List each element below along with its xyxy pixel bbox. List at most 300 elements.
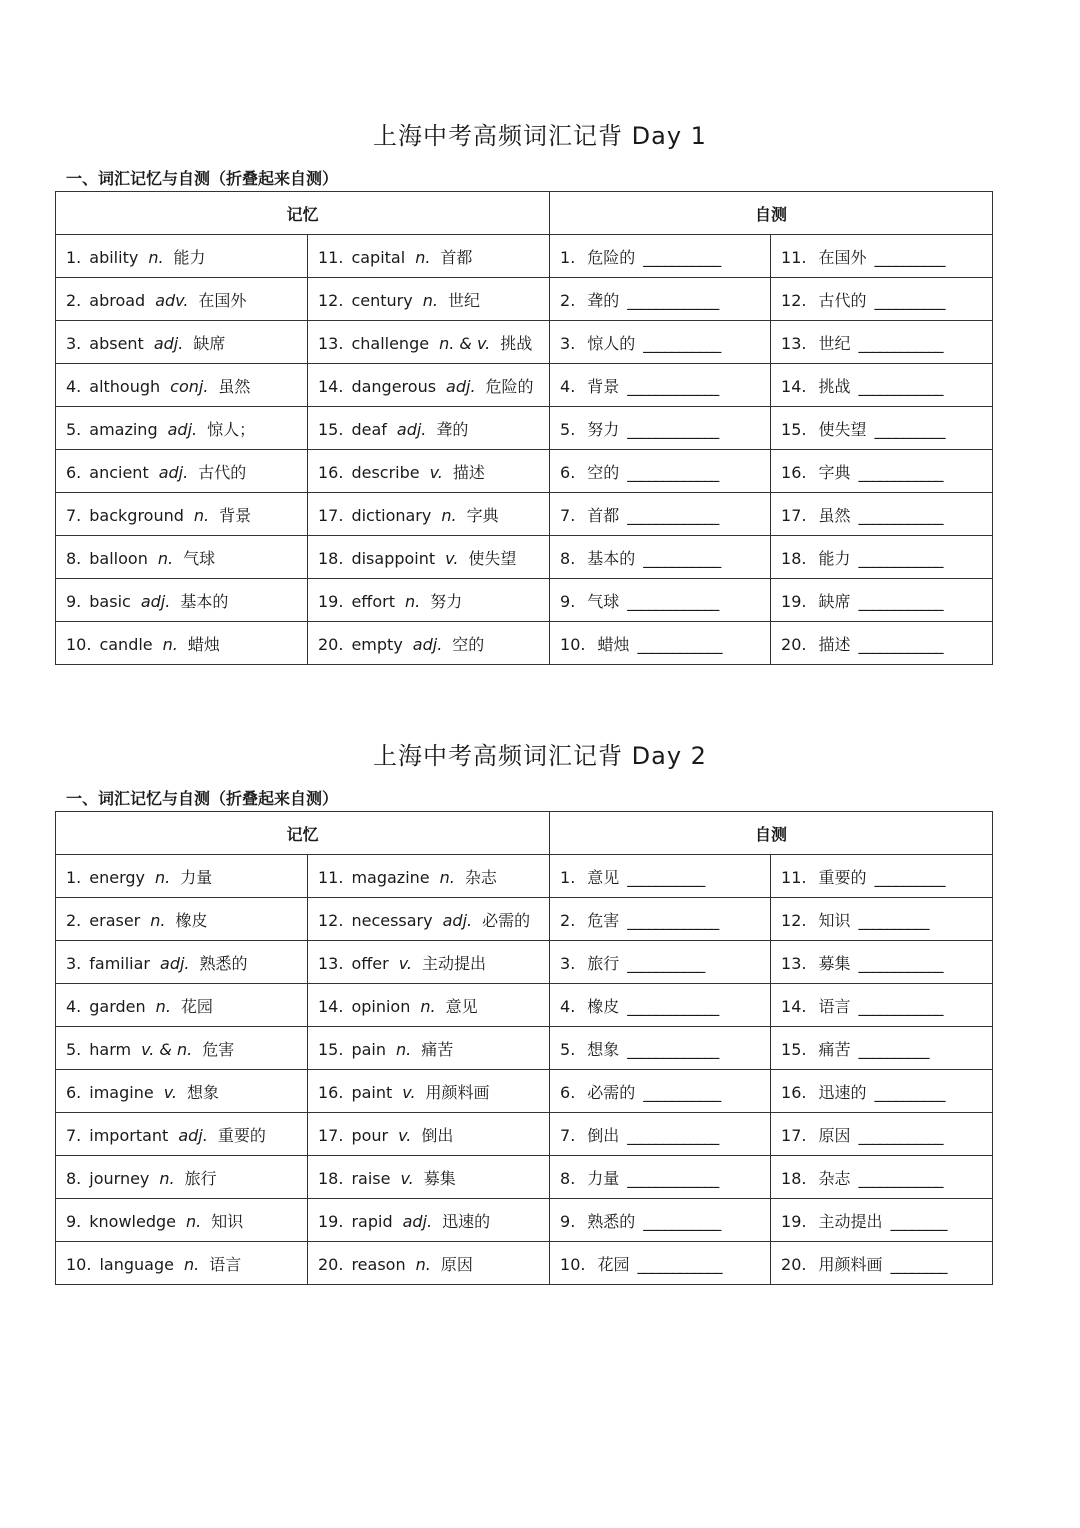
chinese-prompt: 描述 — [818, 634, 851, 654]
part-of-speech: adv. — [155, 290, 189, 310]
table-row — [56, 898, 993, 941]
part-of-speech: n. — [155, 867, 171, 887]
chinese-meaning: 杂志 — [464, 867, 497, 887]
part-of-speech: n. — [162, 634, 178, 654]
english-word: journey — [89, 1168, 150, 1188]
self-test-entry — [550, 579, 771, 622]
self-test-entry — [771, 536, 993, 579]
self-test-entry — [771, 984, 993, 1027]
chinese-prompt: 蜡烛 — [597, 634, 630, 654]
table-row — [56, 941, 993, 984]
vocab-entry — [308, 1156, 550, 1199]
part-of-speech: v. — [402, 1082, 416, 1102]
vocab-entry — [308, 941, 550, 984]
chinese-meaning: 熟悉的 — [199, 953, 248, 973]
self-test-entry — [550, 941, 771, 984]
english-word: energy — [89, 867, 146, 887]
chinese-prompt: 原因 — [818, 1125, 851, 1145]
vocab-table — [55, 191, 993, 665]
entry-number: 12. — [318, 910, 344, 930]
part-of-speech: n. — [148, 247, 164, 267]
chinese-prompt: 虽然 — [818, 505, 851, 525]
entry-number: 17. — [318, 505, 344, 525]
table-row — [56, 1242, 993, 1285]
self-test-entry — [550, 855, 771, 898]
chinese-meaning: 危险的 — [485, 376, 534, 396]
answer-blank: ____________ — [637, 634, 722, 654]
self-test-entry — [771, 364, 993, 407]
entry-number: 13. — [318, 953, 344, 973]
self-test-entry — [550, 1156, 771, 1199]
chinese-meaning: 倒出 — [421, 1125, 454, 1145]
entry-number: 2. — [66, 910, 82, 930]
english-word: balloon — [89, 548, 148, 568]
part-of-speech: adj. — [167, 419, 198, 439]
self-test-entry — [771, 622, 993, 665]
english-word: magazine — [351, 867, 430, 887]
vocab-entry — [56, 407, 308, 450]
english-word: familiar — [89, 953, 151, 973]
self-test-entry — [550, 536, 771, 579]
chinese-prompt: 空的 — [587, 462, 620, 482]
entry-number: 1. — [66, 867, 82, 887]
chinese-meaning: 想象 — [186, 1082, 219, 1102]
entry-number: 6. — [66, 462, 82, 482]
self-test-entry — [771, 493, 993, 536]
entry-number: 12. — [781, 290, 807, 310]
chinese-meaning: 世纪 — [447, 290, 480, 310]
chinese-prompt: 迅速的 — [818, 1082, 867, 1102]
english-word: background — [89, 505, 184, 525]
self-test-entry — [771, 1156, 993, 1199]
chinese-prompt: 能力 — [818, 548, 851, 568]
answer-blank: __________ — [874, 1082, 945, 1102]
vocab-entry — [56, 855, 308, 898]
self-test-entry — [771, 1070, 993, 1113]
part-of-speech: v. — [429, 462, 443, 482]
chinese-meaning: 缺席 — [193, 333, 226, 353]
answer-blank: _____________ — [627, 1125, 719, 1145]
entry-number: 2. — [66, 290, 82, 310]
entry-number: 7. — [560, 1125, 576, 1145]
vocab-entry — [308, 579, 550, 622]
chinese-prompt: 气球 — [587, 591, 620, 611]
english-word: reason — [351, 1254, 406, 1274]
entry-number: 10. — [560, 1254, 586, 1274]
chinese-meaning: 挑战 — [500, 333, 533, 353]
entry-number: 7. — [66, 505, 82, 525]
chinese-prompt: 背景 — [587, 376, 620, 396]
english-word: necessary — [351, 910, 433, 930]
table-row — [56, 855, 993, 898]
table-row — [56, 278, 993, 321]
english-word: century — [351, 290, 413, 310]
entry-number: 1. — [66, 247, 82, 267]
english-word: ability — [89, 247, 139, 267]
chinese-meaning: 痛苦 — [421, 1039, 454, 1059]
chinese-meaning: 语言 — [209, 1254, 242, 1274]
entry-number: 4. — [66, 996, 82, 1016]
table-header-row — [56, 812, 993, 855]
entry-number: 17. — [781, 505, 807, 525]
chinese-prompt: 熟悉的 — [587, 1211, 636, 1231]
chinese-prompt: 橡皮 — [587, 996, 620, 1016]
part-of-speech: n. — [404, 591, 421, 611]
entry-number: 11. — [781, 247, 807, 267]
part-of-speech: n. — [422, 290, 438, 310]
entry-number: 15. — [781, 419, 807, 439]
entry-number: 7. — [560, 505, 576, 525]
chinese-meaning: 蜡烛 — [187, 634, 220, 654]
chinese-meaning: 迅速的 — [442, 1211, 491, 1231]
entry-number: 5. — [560, 1039, 576, 1059]
chinese-prompt: 危害 — [587, 910, 620, 930]
answer-blank: __________ — [874, 290, 945, 310]
english-word: disappoint — [351, 548, 436, 568]
chinese-meaning: 募集 — [423, 1168, 456, 1188]
chinese-prompt: 必需的 — [587, 1082, 636, 1102]
part-of-speech: adj. — [140, 591, 171, 611]
entry-number: 13. — [781, 953, 807, 973]
chinese-meaning: 使失望 — [468, 548, 517, 568]
table-row — [56, 450, 993, 493]
chinese-prompt: 古代的 — [818, 290, 867, 310]
self-test-entry — [550, 1199, 771, 1242]
part-of-speech: n. — [193, 505, 210, 525]
english-word: effort — [351, 591, 395, 611]
self-test-entry — [550, 1070, 771, 1113]
part-of-speech: n. — [415, 247, 431, 267]
chinese-meaning: 虽然 — [218, 376, 251, 396]
vocab-entry — [308, 493, 550, 536]
answer-blank: __________ — [874, 419, 945, 439]
chinese-prompt: 语言 — [818, 996, 851, 1016]
answer-blank: _____________ — [627, 1039, 719, 1059]
entry-number: 10. — [66, 634, 92, 654]
chinese-meaning: 首都 — [440, 247, 473, 267]
page-title: 上海中考高频词汇记背 Day 2 — [373, 742, 707, 770]
vocab-entry — [56, 364, 308, 407]
self-test-entry — [771, 1199, 993, 1242]
chinese-prompt: 倒出 — [587, 1125, 620, 1145]
english-word: deaf — [351, 419, 387, 439]
self-test-entry — [550, 321, 771, 364]
part-of-speech: n. — [159, 1168, 175, 1188]
table-row — [56, 579, 993, 622]
chinese-meaning: 背景 — [219, 505, 252, 525]
section-subtitle: 一、词汇记忆与自测（折叠起来自测） — [66, 169, 339, 188]
entry-number: 9. — [66, 591, 82, 611]
self-test-entry — [771, 1027, 993, 1070]
chinese-meaning: 意见 — [445, 996, 478, 1016]
chinese-prompt: 缺席 — [818, 591, 851, 611]
part-of-speech: adj. — [412, 634, 443, 654]
self-test-entry — [771, 278, 993, 321]
table-row — [56, 1027, 993, 1070]
entry-number: 17. — [781, 1125, 807, 1145]
vocab-entry — [56, 622, 308, 665]
entry-number: 5. — [66, 419, 82, 439]
entry-number: 17. — [318, 1125, 344, 1145]
self-test-entry — [550, 1027, 771, 1070]
chinese-prompt: 意见 — [587, 867, 620, 887]
answer-blank: ____________ — [858, 591, 943, 611]
entry-number: 18. — [781, 1168, 807, 1188]
part-of-speech: n. — [186, 1211, 202, 1231]
english-word: rapid — [351, 1211, 393, 1231]
entry-number: 1. — [560, 867, 576, 887]
answer-blank: ____________ — [637, 1254, 722, 1274]
chinese-prompt: 使失望 — [818, 419, 867, 439]
entry-number: 8. — [560, 548, 576, 568]
entry-number: 15. — [318, 419, 344, 439]
part-of-speech: v. — [398, 953, 412, 973]
answer-blank: ________ — [890, 1254, 947, 1274]
entry-number: 6. — [66, 1082, 82, 1102]
answer-blank: ___________ — [643, 247, 721, 267]
self-test-entry — [550, 1242, 771, 1285]
vocab-entry — [56, 1199, 308, 1242]
answer-blank: _____________ — [627, 376, 719, 396]
answer-blank: _____________ — [627, 419, 719, 439]
self-test-entry — [771, 898, 993, 941]
english-word: opinion — [351, 996, 411, 1016]
part-of-speech: v. — [398, 1125, 412, 1145]
english-word: absent — [89, 333, 144, 353]
entry-number: 13. — [318, 333, 344, 353]
answer-blank: ________ — [890, 1211, 947, 1231]
part-of-speech: v. — [445, 548, 459, 568]
chinese-prompt: 首都 — [587, 505, 620, 525]
vocab-table — [55, 811, 993, 1285]
self-test-entry — [771, 1113, 993, 1156]
english-word: abroad — [89, 290, 146, 310]
vocab-entry — [308, 1027, 550, 1070]
entry-number: 19. — [318, 1211, 344, 1231]
answer-blank: ____________ — [858, 1125, 943, 1145]
entry-number: 19. — [781, 591, 807, 611]
entry-number: 11. — [318, 867, 344, 887]
answer-blank: ___________ — [643, 548, 721, 568]
chinese-meaning: 危害 — [202, 1039, 235, 1059]
part-of-speech: adj. — [158, 462, 189, 482]
answer-blank: __________ — [858, 910, 929, 930]
answer-blank: ____________ — [858, 953, 943, 973]
chinese-prompt: 挑战 — [818, 376, 851, 396]
entry-number: 19. — [781, 1211, 807, 1231]
answer-blank: __________ — [858, 1039, 929, 1059]
part-of-speech: n. — [150, 910, 166, 930]
part-of-speech: adj. — [153, 333, 184, 353]
chinese-meaning: 惊人； — [207, 419, 256, 439]
chinese-meaning: 气球 — [183, 548, 216, 568]
part-of-speech: v. — [163, 1082, 177, 1102]
vocab-entry — [308, 407, 550, 450]
english-word: describe — [351, 462, 420, 482]
entry-number: 3. — [66, 333, 82, 353]
entry-number: 9. — [560, 1211, 576, 1231]
answer-blank: ____________ — [858, 1168, 943, 1188]
memory-header: 记忆 — [56, 812, 550, 855]
table-row — [56, 1156, 993, 1199]
self-test-header: 自测 — [550, 192, 993, 235]
english-word: knowledge — [89, 1211, 176, 1231]
self-test-entry — [771, 1242, 993, 1285]
entry-number: 15. — [318, 1039, 344, 1059]
vocab-entry — [56, 1070, 308, 1113]
chinese-meaning: 橡皮 — [175, 910, 208, 930]
answer-blank: ____________ — [858, 996, 943, 1016]
table-row — [56, 622, 993, 665]
chinese-meaning: 重要的 — [217, 1125, 266, 1145]
part-of-speech: n. — [420, 996, 436, 1016]
chinese-prompt: 募集 — [818, 953, 851, 973]
english-word: harm — [89, 1039, 132, 1059]
entry-number: 3. — [560, 333, 576, 353]
table-row — [56, 364, 993, 407]
part-of-speech: n. & v. — [439, 333, 491, 353]
chinese-prompt: 危险的 — [587, 247, 636, 267]
chinese-prompt: 想象 — [587, 1039, 620, 1059]
english-word: language — [99, 1254, 174, 1274]
part-of-speech: adj. — [442, 910, 473, 930]
answer-blank: __________ — [874, 867, 945, 887]
self-test-entry — [550, 450, 771, 493]
chinese-prompt: 主动提出 — [818, 1211, 883, 1231]
vocab-entry — [308, 278, 550, 321]
entry-number: 5. — [66, 1039, 82, 1059]
entry-number: 20. — [318, 1254, 344, 1274]
self-test-entry — [771, 235, 993, 278]
table-row — [56, 235, 993, 278]
chinese-meaning: 基本的 — [180, 591, 229, 611]
chinese-meaning: 在国外 — [198, 290, 247, 310]
vocab-entry — [308, 855, 550, 898]
answer-blank: _____________ — [627, 996, 719, 1016]
vocab-entry — [56, 536, 308, 579]
vocab-entry — [308, 1113, 550, 1156]
self-test-entry — [550, 364, 771, 407]
part-of-speech: adj. — [446, 376, 476, 396]
chinese-prompt: 知识 — [818, 910, 851, 930]
entry-number: 18. — [781, 548, 807, 568]
chinese-meaning: 必需的 — [482, 910, 531, 930]
vocab-entry — [308, 1242, 550, 1285]
english-word: imagine — [89, 1082, 154, 1102]
chinese-prompt: 努力 — [587, 419, 620, 439]
answer-blank: ___________ — [643, 333, 721, 353]
entry-number: 20. — [781, 1254, 807, 1274]
chinese-prompt: 杂志 — [818, 1168, 851, 1188]
chinese-meaning: 旅行 — [184, 1168, 217, 1188]
self-test-entry — [550, 493, 771, 536]
vocab-entry — [56, 1113, 308, 1156]
entry-number: 1. — [560, 247, 576, 267]
entry-number: 4. — [560, 996, 576, 1016]
answer-blank: _____________ — [627, 1168, 719, 1188]
answer-blank: _____________ — [627, 290, 719, 310]
chinese-meaning: 知识 — [211, 1211, 244, 1231]
self-test-entry — [771, 407, 993, 450]
self-test-header: 自测 — [550, 812, 993, 855]
table-header-row — [56, 192, 993, 235]
entry-number: 6. — [560, 1082, 576, 1102]
chinese-prompt: 惊人的 — [587, 333, 636, 353]
section-subtitle: 一、词汇记忆与自测（折叠起来自测） — [66, 789, 339, 808]
answer-blank: ___________ — [627, 953, 705, 973]
entry-number: 18. — [318, 1168, 344, 1188]
part-of-speech: n. — [415, 1254, 431, 1274]
chinese-prompt: 聋的 — [587, 290, 620, 310]
entry-number: 14. — [781, 996, 807, 1016]
vocab-entry — [308, 536, 550, 579]
chinese-meaning: 古代的 — [198, 462, 247, 482]
english-word: dangerous — [351, 376, 437, 396]
english-word: eraser — [89, 910, 141, 930]
entry-number: 8. — [560, 1168, 576, 1188]
answer-blank: __________ — [874, 247, 945, 267]
part-of-speech: n. — [441, 505, 457, 525]
entry-number: 2. — [560, 290, 576, 310]
chinese-prompt: 花园 — [597, 1254, 630, 1274]
english-word: capital — [351, 247, 406, 267]
vocab-entry — [308, 1199, 550, 1242]
table-row — [56, 1113, 993, 1156]
entry-number: 3. — [66, 953, 82, 973]
entry-number: 3. — [560, 953, 576, 973]
english-word: pain — [351, 1039, 386, 1059]
vocab-entry — [308, 622, 550, 665]
self-test-entry — [771, 855, 993, 898]
table-row — [56, 536, 993, 579]
table-row — [56, 321, 993, 364]
entry-number: 11. — [318, 247, 344, 267]
english-word: raise — [351, 1168, 391, 1188]
chinese-prompt: 旅行 — [587, 953, 620, 973]
vocab-entry — [308, 898, 550, 941]
answer-blank: _____________ — [627, 505, 719, 525]
chinese-meaning: 聋的 — [436, 419, 469, 439]
self-test-entry — [771, 941, 993, 984]
entry-number: 10. — [560, 634, 586, 654]
memory-header: 记忆 — [56, 192, 550, 235]
english-word: ancient — [89, 462, 149, 482]
vocab-entry — [56, 1156, 308, 1199]
part-of-speech: adj. — [160, 953, 190, 973]
chinese-prompt: 用颜料画 — [818, 1254, 883, 1274]
english-word: dictionary — [351, 505, 432, 525]
entry-number: 14. — [318, 376, 344, 396]
entry-number: 14. — [318, 996, 344, 1016]
chinese-prompt: 在国外 — [818, 247, 867, 267]
answer-blank: ____________ — [858, 462, 943, 482]
chinese-meaning: 字典 — [466, 505, 499, 525]
page-title: 上海中考高频词汇记背 Day 1 — [373, 122, 707, 150]
entry-number: 12. — [318, 290, 344, 310]
entry-number: 6. — [560, 462, 576, 482]
table-row — [56, 1070, 993, 1113]
entry-number: 16. — [318, 1082, 344, 1102]
chinese-prompt: 痛苦 — [818, 1039, 851, 1059]
self-test-entry — [550, 235, 771, 278]
vocab-entry — [56, 235, 308, 278]
english-word: paint — [351, 1082, 393, 1102]
part-of-speech: conj. — [170, 376, 209, 396]
chinese-meaning: 力量 — [180, 867, 213, 887]
entry-number: 19. — [318, 591, 344, 611]
entry-number: 14. — [781, 376, 807, 396]
part-of-speech: n. — [155, 996, 171, 1016]
